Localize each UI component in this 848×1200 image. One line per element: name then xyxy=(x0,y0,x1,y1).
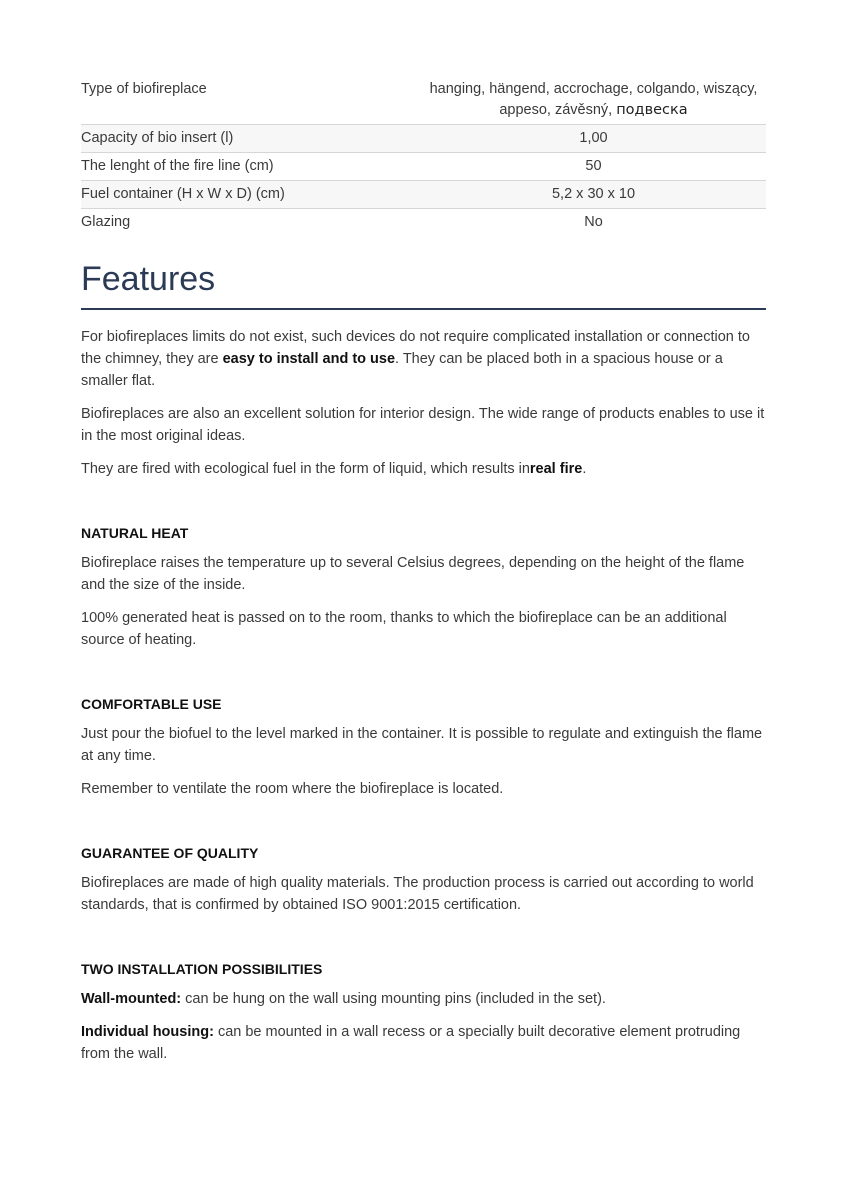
intro-paragraph xyxy=(81,326,766,392)
bold-text: Wall-mounted: xyxy=(81,991,182,1007)
bold-text: Individual housing: xyxy=(81,1024,214,1040)
spec-value xyxy=(421,76,766,125)
section-guarantee xyxy=(81,843,766,916)
table-row xyxy=(81,209,766,237)
bold-text: easy to install and to use xyxy=(222,351,396,367)
section-paragraph: Remember to ventilate the room where the biofireplace is located. xyxy=(81,781,504,797)
spec-table xyxy=(81,76,766,236)
spec-label: Glazing xyxy=(81,209,421,237)
text-span: can be mounted in a wall recess or a specially built decorative element protruding from the wall. xyxy=(81,1024,741,1062)
section-paragraph: Just pour the biofuel to the level marked in the container. It is possible to regulate and extinguish the flame at any time. xyxy=(81,726,763,764)
document-page xyxy=(81,76,766,1065)
section-installation xyxy=(81,959,766,1065)
table-row xyxy=(81,76,766,125)
section-heading: NATURAL HEAT xyxy=(81,525,189,541)
section-natural-heat xyxy=(81,523,766,651)
section-heading: TWO INSTALLATION POSSIBILITIES xyxy=(81,961,323,977)
section-paragraph xyxy=(81,1021,766,1065)
table-row xyxy=(81,125,766,153)
section-paragraph: Biofireplace raises the temperature up to several Celsius degrees, depending on the height of the flame and the size of the inside. xyxy=(81,555,745,593)
features-intro xyxy=(81,326,766,480)
text-span: . xyxy=(582,461,587,477)
section-heading: GUARANTEE OF QUALITY xyxy=(81,845,259,861)
spec-value: 5,2 x 30 x 10 xyxy=(421,181,766,209)
text-span: For biofireplaces limits do not exist, such devices do not require complicated installation or connection to the chimney, they are xyxy=(81,329,750,367)
bold-text: real fire xyxy=(529,461,583,477)
spec-label: Type of biofireplace xyxy=(81,81,207,97)
text-span: . They can be placed both in a spacious house or a smaller flat. xyxy=(81,351,723,389)
section-comfortable-use xyxy=(81,694,766,800)
intro-paragraph: Biofireplaces are also an excellent solution for interior design. The wide range of products enables to use it in the most original ideas. xyxy=(81,406,765,444)
spec-value: 1,00 xyxy=(421,125,766,153)
spec-value-ru: подвеска xyxy=(616,102,688,118)
spec-label: Capacity of bio insert (l) xyxy=(81,125,421,153)
intro-paragraph xyxy=(81,458,766,480)
features-title: Features xyxy=(81,258,766,310)
text-span: They are fired with ecological fuel in the form of liquid, which results in xyxy=(81,461,530,477)
spec-label: Fuel container (H x W x D) (cm) xyxy=(81,181,421,209)
section-paragraph xyxy=(81,988,766,1010)
spec-value: 50 xyxy=(421,153,766,181)
section-heading: COMFORTABLE USE xyxy=(81,696,222,712)
spec-value-line1: hanging, hängend, accrochage, colgando, wiszący, xyxy=(429,81,758,97)
table-row xyxy=(81,181,766,209)
table-row xyxy=(81,153,766,181)
text-span: can be hung on the wall using mounting pins (included in the set). xyxy=(181,991,606,1007)
spec-value-line2: appeso, závěsný, xyxy=(499,102,617,118)
section-paragraph: Biofireplaces are made of high quality materials. The production process is carried out according to world standards, that is confirmed by obtained ISO 9001:2015 certification. xyxy=(81,875,754,913)
spec-value: No xyxy=(421,209,766,237)
spec-label: The lenght of the fire line (cm) xyxy=(81,153,421,181)
section-paragraph: 100% generated heat is passed on to the room, thanks to which the biofireplace can be an additional source of heating. xyxy=(81,610,727,648)
